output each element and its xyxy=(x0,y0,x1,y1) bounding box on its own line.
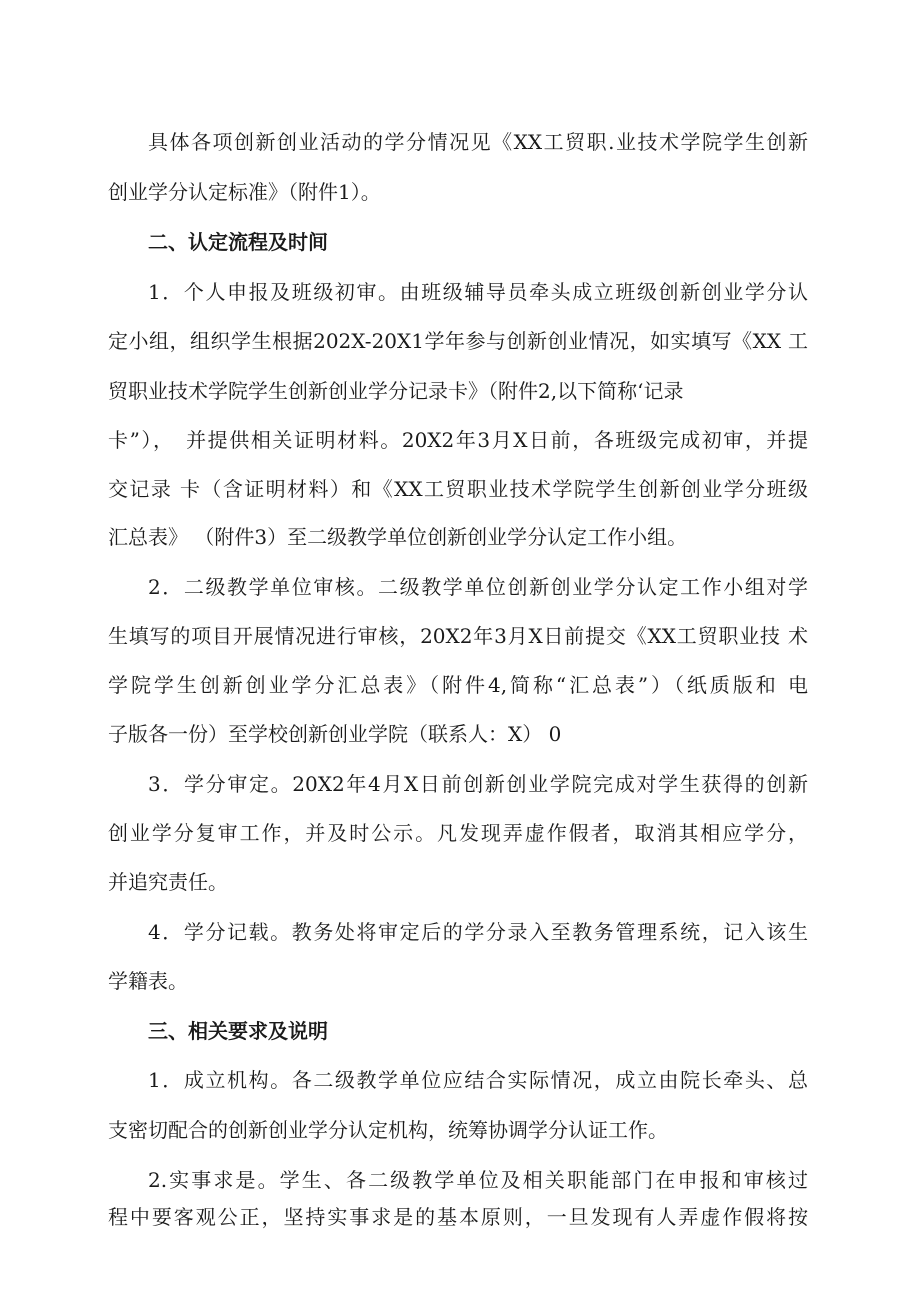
paragraph-line: 1．个人申报及班级初审。由班级辅导员牵头成立班级创新创业学分认 xyxy=(148,280,808,304)
paragraph-line: 并追究责任。 xyxy=(108,870,228,894)
paragraph-line: 创业学分认定标准》（附件1）。 xyxy=(108,180,381,204)
paragraph-line: 交记录 卡（含证明材料）和《XX工贸职业技术学院学生创新创业学分班级 xyxy=(108,477,808,501)
paragraph-line: 学院学生创新创业学分汇总表》（附件4,简称“汇总表”）（纸质版和 电 xyxy=(108,673,808,697)
paragraph-line: 子版各一份）至学校创新创业学院（联系人：X） 0 xyxy=(108,722,562,746)
paragraph-line: 4．学分记载。教务处将审定后的学分录入至教务管理系统，记入该生 xyxy=(148,920,808,944)
paragraph-line: 创业学分复审工作，并及时公示。凡发现弄虚作假者，取消其相应学分， xyxy=(108,821,808,845)
section-heading-3: 三、相关要求及说明 xyxy=(148,1019,328,1043)
paragraph-line: 2.实事求是。学生、各二级教学单位及相关职能部门在申报和审核过 xyxy=(148,1168,808,1192)
paragraph-line: 1．成立机构。各二级教学单位应结合实际情况，成立由院长牵头、总 xyxy=(148,1068,808,1092)
paragraph-line: 汇总表》 （附件3）至二级教学单位创新创业学分认定工作小组。 xyxy=(108,525,688,549)
paragraph-line: 学籍表。 xyxy=(108,969,188,993)
paragraph-line: 支密切配合的创新创业学分认定机构，统筹协调学分认证工作。 xyxy=(108,1118,668,1142)
paragraph-line: 程中要客观公正，坚持实事求是的基本原则，一旦发现有人弄虚作假将按 xyxy=(108,1205,808,1229)
section-heading-2: 二、认定流程及时间 xyxy=(148,230,328,254)
paragraph-line: 3．学分审定。20X2年4月X日前创新创业学院完成对学生获得的创新 xyxy=(148,772,808,796)
paragraph-line: 具体各项创新创业活动的学分情况见《XX工贸职.业技术学院学生创新 xyxy=(148,130,808,154)
paragraph-line: 定小组，组织学生根据202X-20X1学年参与创新创业情况，如实填写《XX 工 xyxy=(108,329,808,353)
paragraph-line: 贸职业技术学院学生创新创业学分记录卡》（附件2,以下简称‘记录 xyxy=(108,379,684,403)
paragraph-line: 2．二级教学单位审核。二级教学单位创新创业学分认定工作小组对学 xyxy=(148,575,808,599)
paragraph-line: 卡”）， 并提供相关证明材料。20X2年3月X日前，各班级完成初审，并提 xyxy=(108,428,808,452)
paragraph-line: 生填写的项目开展情况进行审核，20X2年3月X日前提交《XX工贸职业技 术 xyxy=(108,624,808,648)
